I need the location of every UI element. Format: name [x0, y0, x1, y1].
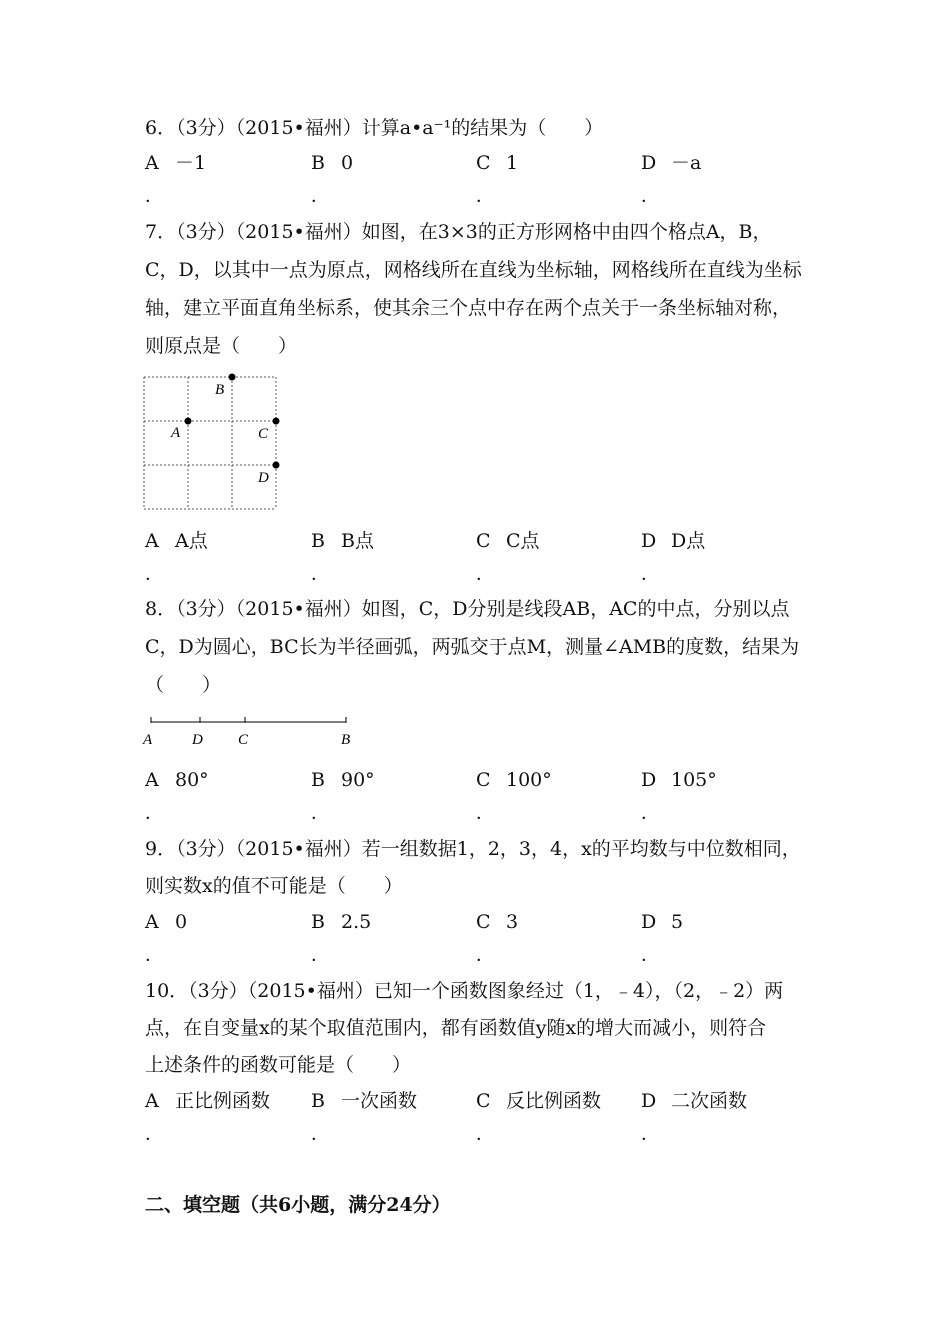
q10-option-d[interactable] [641, 1088, 747, 1114]
q7-option-a[interactable] [145, 528, 208, 554]
option-text: D点 [671, 530, 706, 552]
option-text: 100° [506, 769, 552, 791]
option-dot: ． [311, 803, 329, 824]
option-letter: B [311, 152, 325, 174]
q9-option-d[interactable] [641, 909, 683, 935]
option-letter: D [641, 152, 657, 174]
q7-options [145, 528, 825, 554]
option-dot: ． [145, 186, 163, 207]
q6-option-a[interactable] [145, 150, 206, 176]
q9-option-b[interactable] [311, 909, 371, 935]
option-dot: ． [641, 1124, 659, 1145]
option-letter: A [145, 769, 159, 791]
q9-options [145, 909, 825, 935]
option-text: 1 [506, 152, 519, 174]
label-a: A [171, 425, 181, 441]
q9-option-dots [145, 946, 825, 966]
label-b: B [215, 382, 225, 398]
section-heading: 二、填空题（共6小题，满分24分） [145, 1194, 451, 1216]
option-dot: ． [145, 1124, 163, 1145]
option-letter: B [311, 530, 325, 552]
option-text: 90° [341, 769, 375, 791]
option-text: －a [671, 152, 702, 174]
label-a: A [143, 732, 153, 748]
q7-stem-line-4: 则原点是（ ） [145, 335, 298, 357]
option-letter: B [311, 769, 325, 791]
q7-stem-line-1: 7．（3分）（2015•福州）如图，在3×3的正方形网格中由四个格点A，B， [145, 221, 772, 243]
option-dot: ． [311, 1124, 329, 1145]
q6-option-d[interactable] [641, 150, 701, 176]
q8-stem-line-3: （ ） [145, 674, 222, 696]
q8-option-d[interactable] [641, 767, 717, 793]
option-text: 2.5 [341, 911, 372, 933]
q10-stem-line-2: 点，在自变量x的某个取值范围内，都有函数值y随x的增大而减小，则符合 [145, 1017, 767, 1039]
option-letter: B [311, 911, 325, 933]
q7-grid-figure [140, 372, 282, 512]
option-dot: ． [641, 945, 659, 966]
option-text: 二次函数 [671, 1090, 748, 1112]
option-letter: A [145, 152, 159, 174]
option-letter: C [476, 911, 491, 933]
point-b [229, 374, 236, 381]
option-text: 反比例函数 [506, 1090, 602, 1112]
label-c: C [238, 732, 249, 748]
q7-stem-line-2: C，D，以其中一点为原点，网格线所在直线为坐标轴，网格线所在直线为坐标 [145, 259, 802, 281]
q6-option-dots [145, 187, 825, 207]
q7-option-dots [145, 565, 825, 585]
option-dot: ． [311, 186, 329, 207]
label-b: B [341, 732, 351, 748]
option-text: 0 [341, 152, 354, 174]
label-d: D [192, 732, 203, 748]
q8-stem-line-1: 8．（3分）（2015•福州）如图，C，D分别是线段AB，AC的中点，分别以点 [145, 598, 790, 620]
option-text: －1 [175, 152, 207, 174]
q9-option-a[interactable] [145, 909, 187, 935]
option-text: C点 [506, 530, 540, 552]
q6-options [145, 150, 825, 176]
q8-option-dots [145, 804, 825, 824]
label-c: C [258, 426, 269, 442]
option-text: 0 [175, 911, 188, 933]
q10-option-a[interactable] [145, 1088, 270, 1114]
q10-options [145, 1088, 825, 1114]
option-dot: ． [145, 564, 163, 585]
option-letter: B [311, 1090, 325, 1112]
q8-option-a[interactable] [145, 767, 209, 793]
option-text: 3 [506, 911, 519, 933]
point-a [185, 418, 192, 425]
q7-option-b[interactable] [311, 528, 374, 554]
option-dot: ． [145, 945, 163, 966]
option-letter: C [476, 530, 491, 552]
q8-stem-line-2: C，D为圆心，BC长为半径画弧，两弧交于点M，测量∠AMB的度数，结果为 [145, 636, 800, 658]
q6-option-c[interactable] [476, 150, 518, 176]
option-letter: D [641, 530, 657, 552]
option-letter: C [476, 1090, 491, 1112]
option-dot: ． [476, 186, 494, 207]
q6-option-b[interactable] [311, 150, 353, 176]
q9-stem-line-2: 则实数x的值不可能是（ ） [145, 875, 403, 897]
option-dot: ． [641, 186, 659, 207]
point-c [273, 418, 280, 425]
q8-option-b[interactable] [311, 767, 375, 793]
q8-option-c[interactable] [476, 767, 552, 793]
option-dot: ． [311, 945, 329, 966]
q10-stem-line-1: 10．（3分）（2015•福州）已知一个函数图象经过（1，﹣4），（2，﹣2）两 [145, 980, 784, 1002]
q10-stem-line-3: 上述条件的函数可能是（ ） [145, 1054, 412, 1076]
option-letter: D [641, 769, 657, 791]
option-dot: ． [476, 803, 494, 824]
label-d: D [258, 470, 269, 486]
q6-stem-line-1: 6．（3分）（2015•福州）计算a•a⁻¹的结果为（ ） [145, 117, 604, 139]
grid-lines [144, 377, 276, 509]
option-text: 105° [671, 769, 717, 791]
q7-option-c[interactable] [476, 528, 540, 554]
option-dot: ． [311, 564, 329, 585]
point-d [273, 462, 280, 469]
option-letter: A [145, 530, 159, 552]
q9-stem-line-1: 9．（3分）（2015•福州）若一组数据1，2，3，4，x的平均数与中位数相同， [145, 838, 801, 860]
option-letter: D [641, 911, 657, 933]
option-letter: C [476, 769, 491, 791]
option-text: 80° [175, 769, 209, 791]
option-dot: ． [145, 803, 163, 824]
q7-option-d[interactable] [641, 528, 705, 554]
q10-option-c[interactable] [476, 1088, 601, 1114]
option-text: A点 [175, 530, 208, 552]
q7-stem-line-3: 轴，建立平面直角坐标系，使其余三个点中存在两个点关于一条坐标轴对称， [145, 297, 792, 319]
q8-options [145, 767, 825, 793]
option-dot: ． [476, 945, 494, 966]
option-letter: A [145, 1090, 159, 1112]
option-letter: C [476, 152, 491, 174]
option-text: 正比例函数 [175, 1090, 271, 1112]
option-letter: D [641, 1090, 657, 1112]
option-text: 5 [671, 911, 684, 933]
option-dot: ． [476, 1124, 494, 1145]
option-dot: ． [476, 564, 494, 585]
option-dot: ． [641, 564, 659, 585]
q9-option-c[interactable] [476, 909, 518, 935]
option-text: 一次函数 [341, 1090, 418, 1112]
q8-segment-figure [140, 712, 370, 750]
option-dot: ． [641, 803, 659, 824]
q10-option-b[interactable] [311, 1088, 417, 1114]
option-text: B点 [341, 530, 374, 552]
option-letter: A [145, 911, 159, 933]
q10-option-dots [145, 1125, 825, 1145]
